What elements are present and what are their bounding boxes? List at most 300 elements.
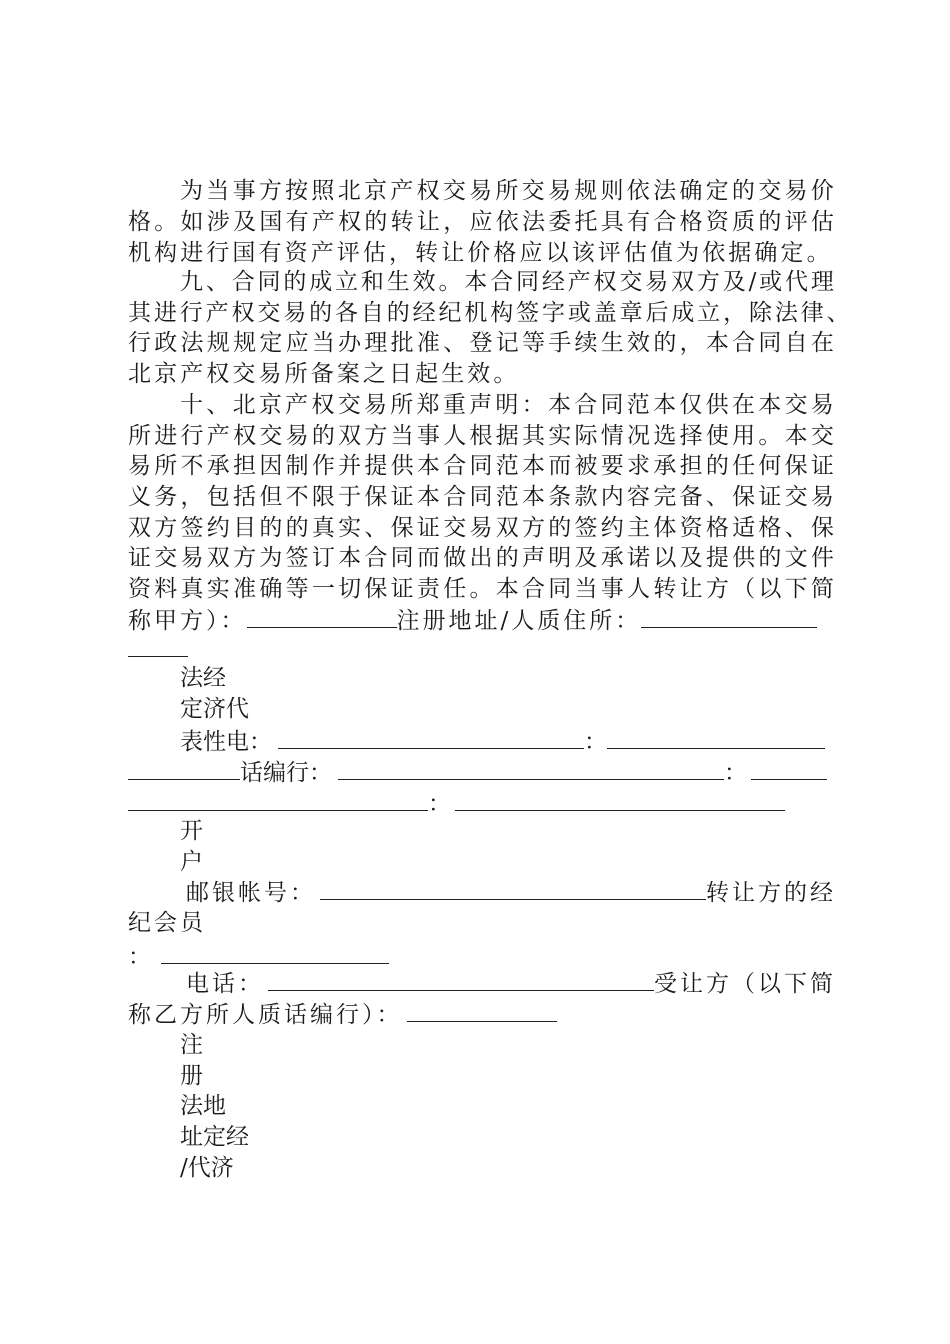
code-label: 话编行： xyxy=(240,760,332,786)
bank-account-blank[interactable] xyxy=(320,877,706,900)
text-char: 托 xyxy=(574,209,598,235)
text-char: 交 xyxy=(784,392,808,418)
text-char: 行 xyxy=(179,300,203,326)
text-char: 规 xyxy=(206,330,230,356)
fragment-book: 册 xyxy=(180,1063,203,1089)
text-char: 择 xyxy=(679,423,703,449)
paragraph-8-line-3: 机构进行国有资产评估，转让价格应以该评估值为依据确定。 xyxy=(128,240,833,266)
text-char: 十 xyxy=(180,392,203,418)
text-char: 范 xyxy=(495,453,519,479)
text-char: 供 xyxy=(732,545,756,571)
representative-extra-blank[interactable] xyxy=(607,726,825,749)
text-char: 以 xyxy=(758,576,782,602)
text-char: 按 xyxy=(285,178,309,204)
text-char: 涉 xyxy=(206,209,230,235)
transferor-label: 称甲方）： xyxy=(128,608,247,634)
text-char: 易 xyxy=(469,515,493,541)
text-char: 当 xyxy=(390,423,414,449)
text-char: 易 xyxy=(784,178,808,204)
text-char: 质 xyxy=(732,209,756,235)
text-char: 证 xyxy=(416,515,440,541)
phone-blank[interactable] xyxy=(268,968,654,991)
text-char: 续 xyxy=(574,330,598,356)
text-char: 实 xyxy=(548,423,572,449)
text-char: 评 xyxy=(784,209,808,235)
text-char: 的 xyxy=(386,300,410,326)
text-char: 生 xyxy=(386,269,410,295)
text-char: 目 xyxy=(233,515,257,541)
text-char: 一 xyxy=(311,576,335,602)
text-char: ： xyxy=(521,392,545,418)
text-char: 行 xyxy=(128,330,151,356)
text-char: 郑 xyxy=(416,392,440,418)
text-char: 情 xyxy=(600,423,624,449)
text-char: 转 xyxy=(390,209,414,235)
text-char: 效 xyxy=(412,269,436,295)
text-char: 提 xyxy=(364,453,388,479)
text-char: 合 xyxy=(443,484,467,510)
text-char: 有 xyxy=(627,209,651,235)
text-char: 据 xyxy=(495,423,519,449)
paragraph-8-line-2 xyxy=(128,207,834,238)
text-char: 权 xyxy=(233,423,257,449)
text-char: ， xyxy=(679,330,703,356)
text-char: 使 xyxy=(705,423,729,449)
text-char: 进 xyxy=(153,300,177,326)
text-char: 本 xyxy=(416,484,440,510)
text-char: 交 xyxy=(810,423,834,449)
text-char: 成 xyxy=(671,300,695,326)
representative-phone-label: 表性电： xyxy=(180,729,272,755)
text-char: 本 xyxy=(705,330,729,356)
text-char: 如 xyxy=(180,209,204,235)
text-char: 交 xyxy=(154,545,178,571)
text-char: 合 xyxy=(490,269,514,295)
text-char: 交 xyxy=(758,178,782,204)
text-char: 括 xyxy=(233,484,257,510)
transferee-blank[interactable] xyxy=(407,999,557,1022)
text-char: 合 xyxy=(231,269,255,295)
text-char: 格 xyxy=(758,515,782,541)
text-char: 格 xyxy=(679,209,703,235)
text-char: 制 xyxy=(285,453,309,479)
text-char: 件 xyxy=(810,545,834,571)
text-char: 同 xyxy=(758,330,782,356)
text-char: 让 xyxy=(416,209,440,235)
text-char: 易 xyxy=(469,178,493,204)
text-char: 产 xyxy=(285,392,309,418)
text-char: 照 xyxy=(311,178,335,204)
paragraph-10-line-2 xyxy=(128,421,834,452)
text-char: 承 xyxy=(600,545,624,571)
text-char: 证 xyxy=(390,576,414,602)
text-char: 选 xyxy=(653,423,677,449)
paragraph-9-line-4: 北京产权交易所备案之日起生效。 xyxy=(128,361,520,387)
text-char: 、 xyxy=(705,484,729,510)
text-char: 确 xyxy=(259,576,283,602)
code-blank[interactable] xyxy=(338,757,724,780)
text-char: 适 xyxy=(732,515,756,541)
text-char: 等 xyxy=(521,330,545,356)
text-char: 承 xyxy=(653,453,677,479)
text-char: 理 xyxy=(810,269,834,295)
text-char: 价 xyxy=(810,178,834,204)
text-char: 体 xyxy=(653,515,677,541)
text-char: 。 xyxy=(154,209,178,235)
text-char: 交 xyxy=(784,484,808,510)
text-char: 北 xyxy=(337,178,361,204)
text-char: 保 xyxy=(784,453,808,479)
text-char: 容 xyxy=(627,484,651,510)
text-char: 于 xyxy=(338,484,362,510)
text-char: 签 xyxy=(285,545,309,571)
text-char: 交 xyxy=(521,178,545,204)
text-char: 主 xyxy=(627,515,651,541)
paragraph-9-line-2 xyxy=(128,298,850,329)
text-char: 文 xyxy=(784,545,808,571)
text-char: 的 xyxy=(283,269,307,295)
text-char: 约 xyxy=(206,515,230,541)
paragraph-10-line-4 xyxy=(128,482,834,513)
text-char: 交 xyxy=(337,392,361,418)
transferor-name-blank[interactable] xyxy=(247,605,397,628)
text-char: 方 xyxy=(705,576,729,602)
text-char: 批 xyxy=(390,330,414,356)
text-char: 国 xyxy=(259,209,283,235)
text-char: 方 xyxy=(258,178,282,204)
text-char: 、 xyxy=(206,392,230,418)
text-char: 格 xyxy=(705,515,729,541)
text-char: 因 xyxy=(259,453,283,479)
text-char: 方 xyxy=(696,269,720,295)
text-char: 的 xyxy=(309,300,333,326)
text-char: 为 xyxy=(180,178,203,204)
text-char: 权 xyxy=(231,300,255,326)
text-char: 所 xyxy=(495,178,519,204)
text-char: 范 xyxy=(626,392,650,418)
text-char: 况 xyxy=(627,423,651,449)
text-char: 保 xyxy=(810,515,834,541)
text-char: ， xyxy=(723,300,747,326)
text-char: 方 xyxy=(154,515,178,541)
text-char: 人 xyxy=(443,423,467,449)
text-char: ， xyxy=(443,209,467,235)
text-char: 同 xyxy=(469,453,493,479)
text-char: 本 xyxy=(547,392,571,418)
text-char: 所 xyxy=(390,392,414,418)
text-char: 合 xyxy=(521,576,545,602)
text-char: 简 xyxy=(810,576,834,602)
text-char: 担 xyxy=(679,453,703,479)
text-char: 政 xyxy=(154,330,178,356)
text-char: 法 xyxy=(653,178,677,204)
text-char: 实 xyxy=(206,576,230,602)
text-char: 或 xyxy=(567,300,591,326)
text-char: 、 xyxy=(443,330,467,356)
broker-member-line: 纪会员 xyxy=(128,910,206,936)
code-blank-lead[interactable] xyxy=(128,757,240,780)
text-char: 、 xyxy=(205,269,229,295)
text-char: 交 xyxy=(619,269,643,295)
text-char: 何 xyxy=(758,453,782,479)
transferee-line-label: 称乙方所人质话编行）： xyxy=(128,1002,403,1028)
postal-bank-account-label: 邮银帐号： xyxy=(186,880,316,906)
text-char: 成 xyxy=(309,269,333,295)
code-extra-blank[interactable] xyxy=(751,757,827,780)
text-char: 九 xyxy=(180,269,203,295)
text-char: 易 xyxy=(285,423,309,449)
fragment-address-fixed-economic: 址定经 xyxy=(180,1124,249,1150)
text-char: 保 xyxy=(390,515,414,541)
text-char: 其 xyxy=(521,423,545,449)
text-char: 本 xyxy=(338,545,362,571)
text-char: 估 xyxy=(810,209,834,235)
text-char: 下 xyxy=(784,576,808,602)
paragraph-9-line-1 xyxy=(180,267,834,298)
text-char: 仅 xyxy=(679,392,703,418)
paragraph-10-line-3 xyxy=(128,451,834,482)
text-char: 本 xyxy=(653,392,677,418)
text-char: 的 xyxy=(705,453,729,479)
row-blank-1[interactable] xyxy=(128,788,428,811)
text-char: 应 xyxy=(469,209,493,235)
text-char: 的 xyxy=(495,545,519,571)
text-char: 担 xyxy=(233,453,257,479)
paragraph-10-line-1 xyxy=(180,390,834,421)
text-char: 易 xyxy=(810,392,834,418)
text-char: 款 xyxy=(574,484,598,510)
row-colon: ： xyxy=(428,791,451,817)
text-char: 产 xyxy=(205,300,229,326)
text-char: 重 xyxy=(442,392,466,418)
text-char: 效 xyxy=(627,330,651,356)
text-char: 交 xyxy=(443,515,467,541)
code-line xyxy=(128,757,834,788)
text-char: 做 xyxy=(443,545,467,571)
text-char: / xyxy=(748,269,757,295)
text-char: 法 xyxy=(774,300,798,326)
paragraph-9-line-3 xyxy=(128,328,834,359)
text-char: 依 xyxy=(626,178,650,204)
text-char: 后 xyxy=(645,300,669,326)
text-char: 、 xyxy=(784,515,808,541)
text-char: 易 xyxy=(128,453,151,479)
text-char: 及 xyxy=(679,545,703,571)
text-char: （ xyxy=(732,576,756,602)
fragment-account: 户 xyxy=(180,849,203,875)
text-char: 签 xyxy=(180,515,204,541)
text-char: 提 xyxy=(705,545,729,571)
text-char: 本 xyxy=(521,453,545,479)
text-char: 本 xyxy=(784,423,808,449)
transferor-broker-label: 转让方的经 xyxy=(706,880,836,906)
text-char: 声 xyxy=(521,545,545,571)
code-colon: ： xyxy=(724,760,747,786)
broker-member-blank[interactable] xyxy=(161,941,389,964)
text-char: 资 xyxy=(705,209,729,235)
text-char: 出 xyxy=(469,545,493,571)
text-char: 自 xyxy=(784,330,808,356)
text-char: 方 xyxy=(521,515,545,541)
text-char: 要 xyxy=(600,453,624,479)
text-char: 用 xyxy=(732,423,756,449)
text-char: 易 xyxy=(283,300,307,326)
fragment-register: 注 xyxy=(180,1032,203,1058)
text-char: 同 xyxy=(600,392,624,418)
text-char: 料 xyxy=(154,576,178,602)
broker-colon: ： xyxy=(128,944,151,970)
text-char: 双 xyxy=(128,515,151,541)
text-char: 际 xyxy=(574,423,598,449)
text-char: 经 xyxy=(412,300,436,326)
text-char: 但 xyxy=(259,484,283,510)
text-char: 准 xyxy=(416,330,440,356)
text-char: 并 xyxy=(338,453,362,479)
text-char: 办 xyxy=(338,330,362,356)
representative-phone-blank[interactable] xyxy=(278,726,584,749)
text-char: 合 xyxy=(732,330,756,356)
row-blank-2[interactable] xyxy=(455,788,785,811)
transferee-line xyxy=(128,999,834,1030)
text-char: 本 xyxy=(464,269,488,295)
text-char: 记 xyxy=(495,330,519,356)
text-char: 字 xyxy=(542,300,565,326)
text-char: 责 xyxy=(416,576,440,602)
text-char: 。 xyxy=(469,576,493,602)
text-char: 本 xyxy=(758,392,782,418)
transferor-address-blank[interactable] xyxy=(641,605,817,628)
text-char: 本 xyxy=(521,484,545,510)
text-char: 机 xyxy=(464,300,488,326)
text-char: 作 xyxy=(311,453,335,479)
paragraph-10-line-6 xyxy=(128,543,834,574)
text-char: 易 xyxy=(645,269,669,295)
text-char: 而 xyxy=(416,545,440,571)
fragment-legal-address: 法地 xyxy=(180,1093,226,1119)
text-char: 各 xyxy=(335,300,358,326)
text-char: 条 xyxy=(548,484,572,510)
bank-account-line xyxy=(186,877,834,908)
text-char: 盖 xyxy=(593,300,617,326)
text-char: 的 xyxy=(259,515,283,541)
text-char: 京 xyxy=(258,392,282,418)
text-char: 北 xyxy=(232,392,256,418)
text-char: 产 xyxy=(567,269,591,295)
text-char: 立 xyxy=(697,300,721,326)
text-char: 的 xyxy=(758,209,782,235)
text-char: 行 xyxy=(180,423,204,449)
text-char: 、 xyxy=(826,300,850,326)
text-char: 供 xyxy=(390,453,414,479)
text-char: 资 xyxy=(679,515,703,541)
text-char: 。 xyxy=(758,423,782,449)
text-char: 产 xyxy=(311,209,335,235)
text-char: 格 xyxy=(128,209,151,235)
text-char: 法 xyxy=(521,209,545,235)
text-char: 承 xyxy=(206,453,230,479)
text-char: 进 xyxy=(154,423,178,449)
text-char: 代 xyxy=(785,269,808,295)
text-char: 同 xyxy=(515,269,539,295)
text-char: 任 xyxy=(443,576,467,602)
text-char: 权 xyxy=(338,209,362,235)
fragment-fixed-economic-agent: 定济代 xyxy=(180,696,249,722)
text-char: 根 xyxy=(469,423,493,449)
text-char: 方 xyxy=(233,545,257,571)
text-char: 备 xyxy=(679,484,703,510)
text-char: 京 xyxy=(363,178,387,204)
text-char: 易 xyxy=(547,178,571,204)
text-char: 的 xyxy=(731,178,755,204)
text-char: 立 xyxy=(335,269,359,295)
text-char: 被 xyxy=(574,453,598,479)
text-char: 。 xyxy=(438,269,462,295)
text-char: 声 xyxy=(469,392,493,418)
text-char: 同 xyxy=(548,576,572,602)
text-char: 定 xyxy=(259,330,283,356)
text-char: 订 xyxy=(311,545,335,571)
fragment-agent-economic: /代济 xyxy=(180,1155,234,1181)
text-char: 明 xyxy=(548,545,572,571)
text-char: 和 xyxy=(360,269,384,295)
text-char: 事 xyxy=(600,576,624,602)
text-char: 内 xyxy=(600,484,624,510)
text-char: 权 xyxy=(416,178,440,204)
text-char: 权 xyxy=(593,269,617,295)
text-char: 供 xyxy=(705,392,729,418)
text-char: 规 xyxy=(574,178,598,204)
text-char: 易 xyxy=(180,545,204,571)
text-char: 经 xyxy=(541,269,565,295)
text-char: 当 xyxy=(574,576,598,602)
text-char: 定 xyxy=(705,178,729,204)
text-char: 确 xyxy=(679,178,703,204)
text-char: 登 xyxy=(469,330,493,356)
text-char: 不 xyxy=(180,453,204,479)
text-char: 实 xyxy=(338,515,362,541)
text-char: 完 xyxy=(653,484,677,510)
text-char: 权 xyxy=(311,392,335,418)
text-char: 证 xyxy=(758,484,782,510)
text-char: 的 xyxy=(653,330,677,356)
text-char: 或 xyxy=(759,269,783,295)
transferor-line xyxy=(128,605,834,636)
text-char: 规 xyxy=(233,330,257,356)
text-char: 人 xyxy=(627,576,651,602)
text-char: 易 xyxy=(810,484,834,510)
text-char: 签 xyxy=(574,515,598,541)
text-char: 方 xyxy=(364,423,388,449)
text-char: 诺 xyxy=(627,545,651,571)
text-char: 求 xyxy=(627,453,651,479)
text-char: 明 xyxy=(495,392,519,418)
text-char: 包 xyxy=(206,484,230,510)
text-char: 等 xyxy=(285,576,309,602)
text-char: 易 xyxy=(363,392,387,418)
text-char: 委 xyxy=(548,209,572,235)
text-char: 的 xyxy=(285,515,309,541)
text-char: 同 xyxy=(257,269,281,295)
text-char: 任 xyxy=(732,453,756,479)
text-char: 合 xyxy=(364,545,388,571)
text-char: 具 xyxy=(600,209,624,235)
text-char: 限 xyxy=(311,484,335,510)
transferor-address-blank-cont[interactable] xyxy=(128,656,188,657)
text-char: 双 xyxy=(206,545,230,571)
text-char: 及 xyxy=(574,545,598,571)
text-char: 务 xyxy=(154,484,178,510)
text-char: 义 xyxy=(128,484,151,510)
